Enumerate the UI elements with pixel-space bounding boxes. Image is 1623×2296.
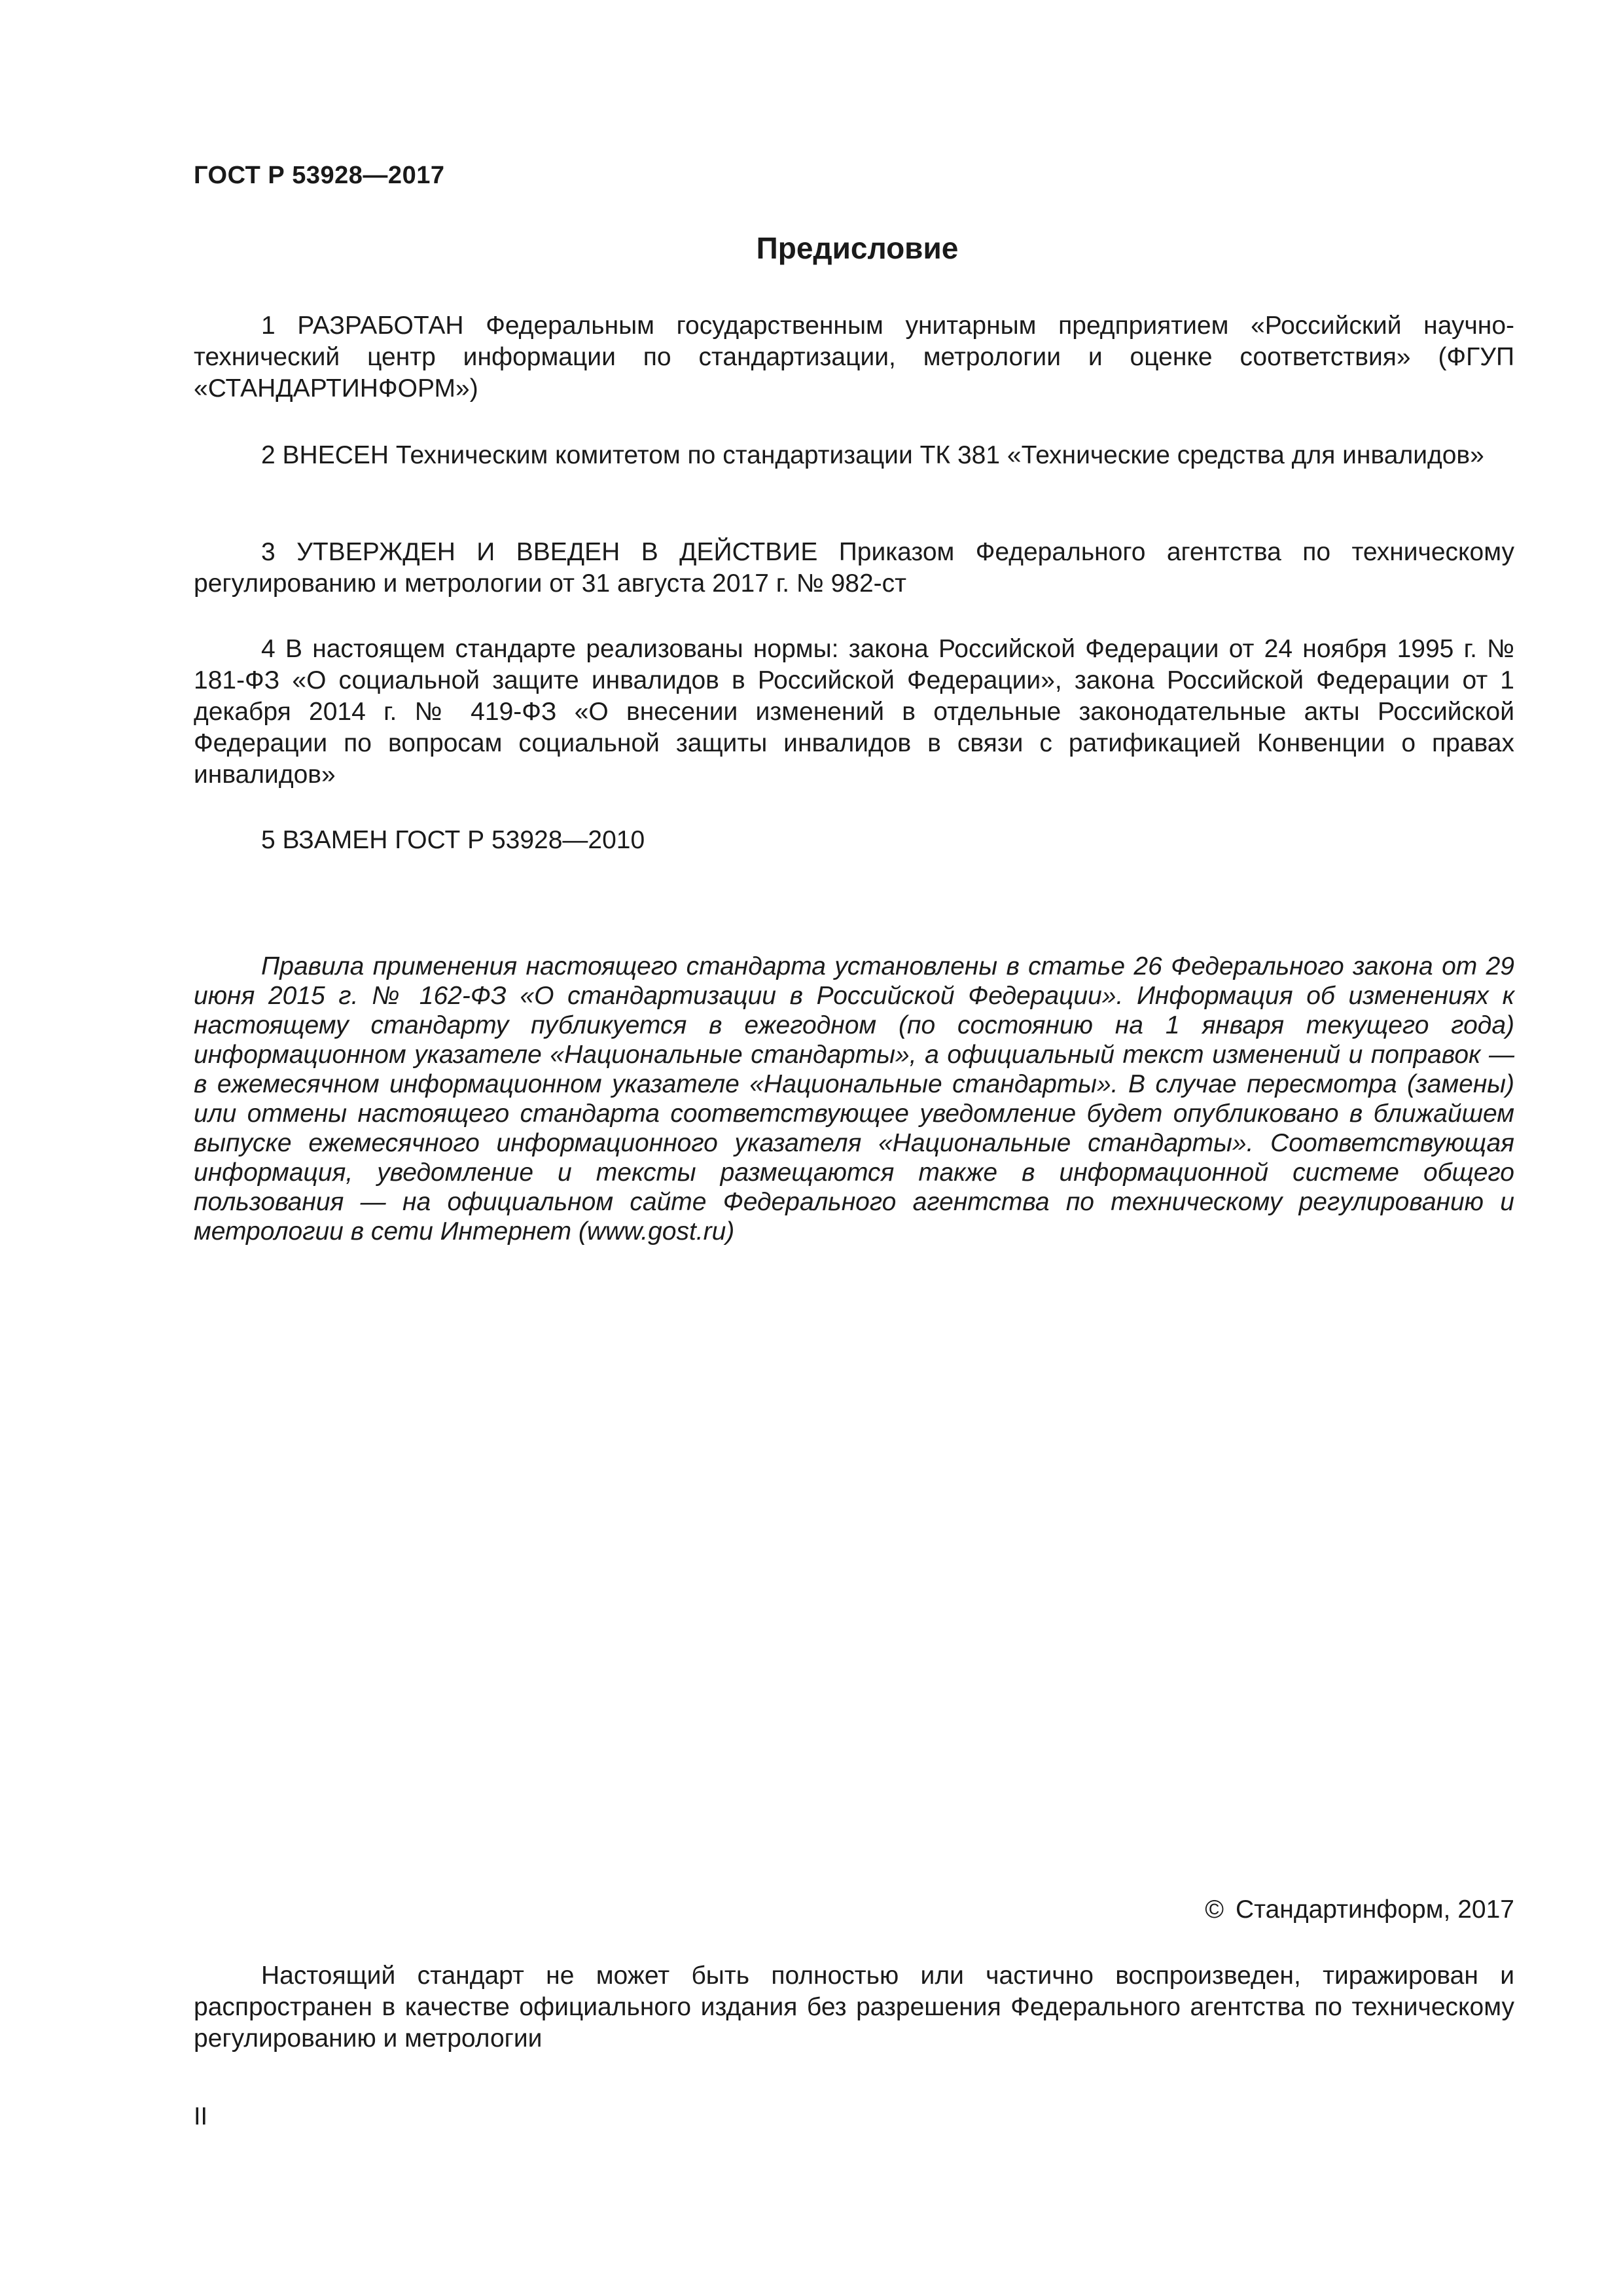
preface-item-4: 4 В настоящем стандарте реализованы нормы: закона Российской Федерации от 24 ноября 1995 г. № 181-ФЗ «О социальной защите инвалидов в Российской Федерации», закона Российской Федерации от 1 декабря 2014 г. № 419-ФЗ «О внесении изменений в отдельные законодательные акты Российской Федерации по вопросам социальной защиты инвалидов в связи с ратификацией Конвенции о правах инвалидов»	[194, 635, 1514, 789]
document-code: ГОСТ Р 53928—2017	[194, 162, 445, 189]
page-title: Предисловие	[756, 231, 959, 265]
preface-item-1: 1 РАЗРАБОТАН Федеральным государственным унитарным предприятием «Российский научно-технический центр информации по стандартизации, метрологии и оценке соответствия» (ФГУП «СТАНДАРТИНФОРМ»)	[194, 312, 1514, 403]
preface-item-2: 2 ВНЕСЕН Техническим комитетом по стандартизации ТК 381 «Технические средства для инвалидов»	[261, 441, 1484, 469]
preface-item-5: 5 ВЗАМЕН ГОСТ Р 53928—2010	[261, 826, 645, 854]
reproduction-notice: Настоящий стандарт не может быть полностью или частично воспроизведен, тиражирован и распространен в качестве официального издания без разрешения Федерального агентства по техническому регулированию и метрологии	[194, 1962, 1514, 2053]
application-rules-note: Правила применения настоящего стандарта установлены в статье 26 Федерального закона от 29 июня 2015 г. № 162-ФЗ «О стандартизации в Российской Федерации». Информация об изменениях к настоящему стандарту публикуется в ежегодном (по состоянию на 1 января текущего года) информационном указателе «Национальные стандарты», а официальный текст изменений и поправок — в ежемесячном информационном указателе «Национальные стандарты». В случае пересмотра (замены) или отмены настоящего стандарта соответствующее уведомление будет опубликовано в ближайшем выпуске ежемесячного информационного указателя «Национальные стандарты». Соответствующая информация, уведомление и тексты размещаются также в информационной системе общего пользования — на официальном сайте Федерального агентства по техническому регулированию и метрологии в сети Интернет (www.gost.ru)	[194, 952, 1514, 1246]
preface-item-3: 3 УТВЕРЖДЕН И ВВЕДЕН В ДЕЙСТВИЕ Приказом Федерального агентства по техническому регулированию и метрологии от 31 августа 2017 г. № 982-ст	[194, 538, 1514, 598]
copyright-text: Стандартинформ, 2017	[1236, 1895, 1514, 1924]
copyright-line	[1205, 1895, 1514, 1924]
copyright-symbol: ©	[1205, 1895, 1224, 1924]
page-number: II	[194, 2103, 208, 2130]
